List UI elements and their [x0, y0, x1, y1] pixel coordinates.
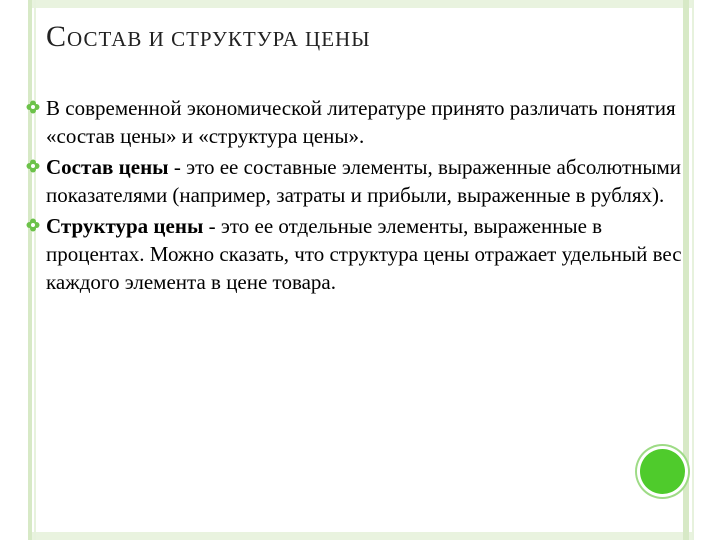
flower-bullet-icon	[26, 159, 40, 173]
bullet-text: В современной экономической литературе принято различать понятия «состав цены» и «структура цены».	[46, 96, 676, 148]
bullet-text: - это ее составные элементы, выраженные абсолютными показателями (например, затраты и прибыли, выраженные в рублях).	[46, 155, 681, 207]
frame-right-line	[683, 0, 689, 540]
title-first-letter: С	[46, 20, 68, 53]
frame-bottom-line	[28, 532, 694, 540]
frame-top-line	[28, 0, 694, 8]
bullet-item	[26, 153, 682, 209]
flower-bullet-icon	[26, 218, 40, 232]
bullet-text: - это ее отдельные элементы, выраженные в процентах. Можно сказать, что структура цены отражает удельный вес каждого элемента в цене товара.	[46, 214, 682, 294]
bullet-list	[26, 94, 682, 299]
green-circle-button[interactable]	[640, 449, 685, 494]
bullet-item	[26, 94, 682, 150]
bullet-bold-text: Структура цены	[46, 214, 204, 238]
slide-title	[46, 20, 371, 54]
title-rest: ОСТАВ И СТРУКТУРА ЦЕНЫ	[67, 27, 371, 51]
bullet-item	[26, 212, 682, 296]
frame-right-inner-line	[692, 0, 694, 540]
bullet-bold-text: Состав цены	[46, 155, 169, 179]
flower-bullet-icon	[26, 100, 40, 114]
